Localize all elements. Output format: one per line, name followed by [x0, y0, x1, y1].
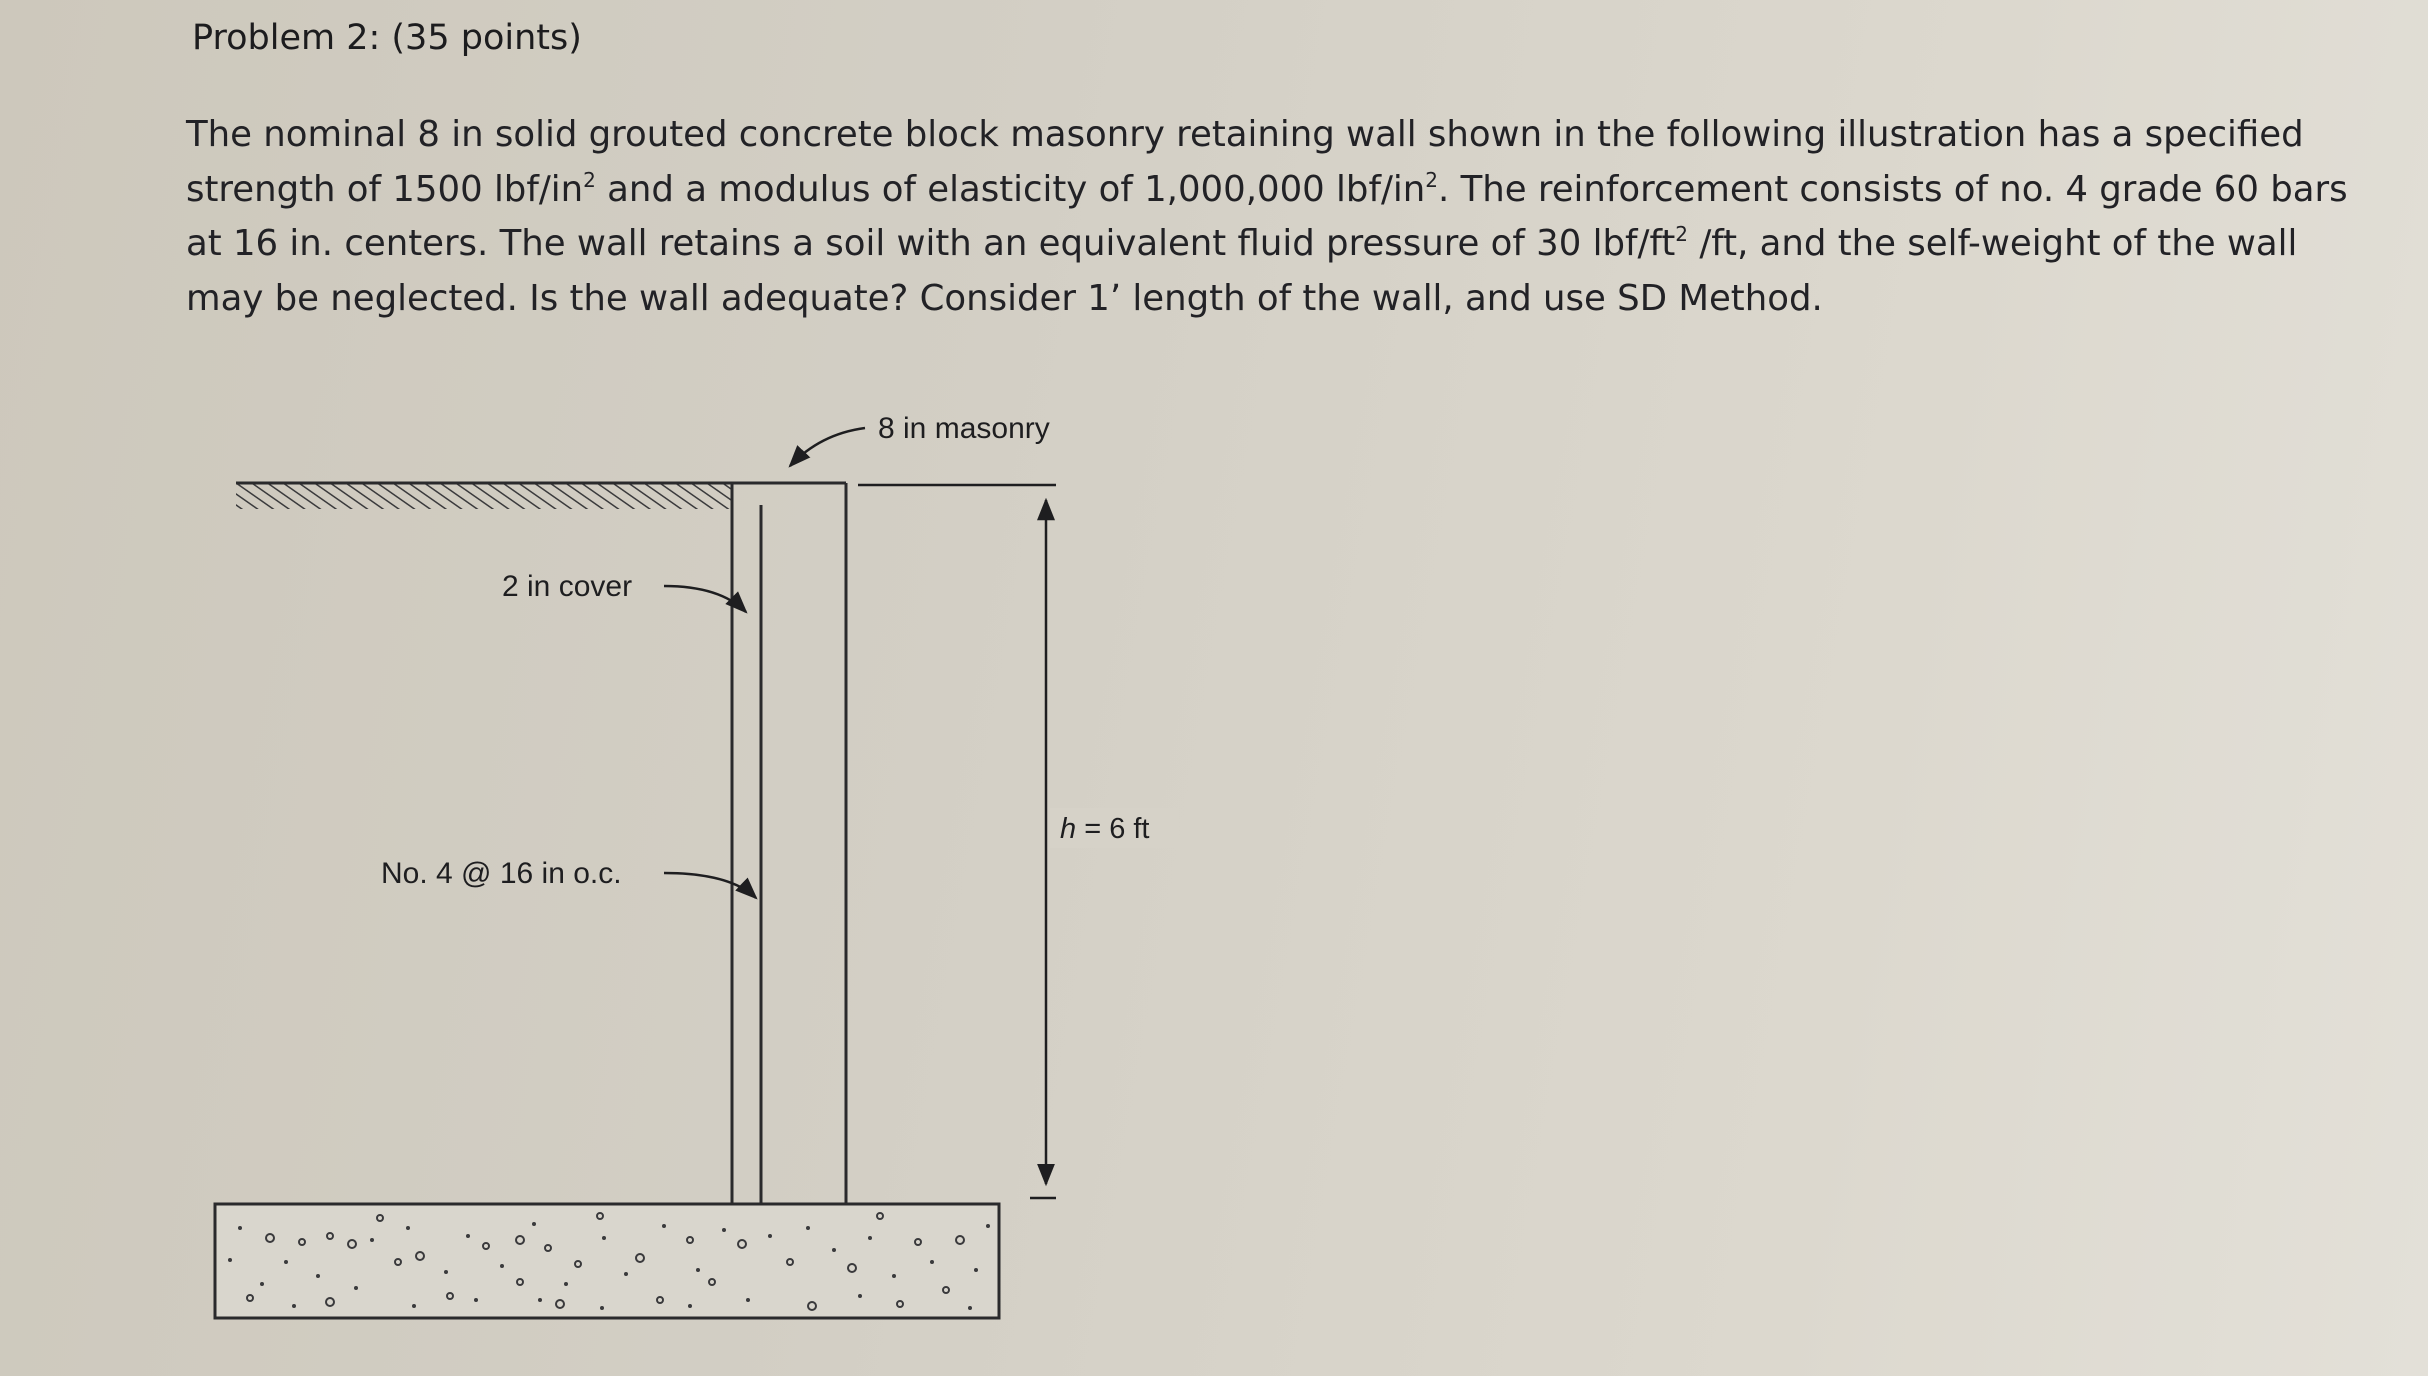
statement-line-4: may be neglected. Is the wall adequate? Consider 1’ length of the wall, and use SD Method. [186, 277, 1823, 319]
statement-line-2: strength of 1500 lbf/$in^2$ and a modulus of elasticity of 1,000,000 lbf/$in^2$. The reinforcement consists of no. 4 grade 60 bars [186, 167, 2348, 210]
problem-title: Problem 2: (35 points) [192, 18, 582, 58]
rebar-leader [664, 873, 756, 898]
statement-line-1: The nominal 8 in solid grouted concrete block masonry retaining wall shown in the following illustration has a specified [186, 114, 2304, 155]
rebar-label: No. 4 @ 16 in o.c. [381, 857, 622, 890]
masonry-wall [732, 483, 846, 1204]
height-dimension [858, 485, 1056, 1198]
height-label: h = 6 ft [1060, 813, 1150, 845]
rebar [761, 505, 968, 1292]
ground-surface [236, 483, 732, 509]
statement-line-3: at 16 in. centers. The wall retains a soil with an equivalent fluid pressure of 30 lbf/$ft^2$ /ft, and the self-weight of the wall [186, 222, 2298, 264]
footing [215, 1204, 999, 1318]
cover-leader [664, 586, 746, 612]
masonry-label: 8 in masonry [878, 412, 1050, 445]
masonry-leader [790, 428, 865, 466]
cover-label: 2 in cover [502, 570, 633, 603]
